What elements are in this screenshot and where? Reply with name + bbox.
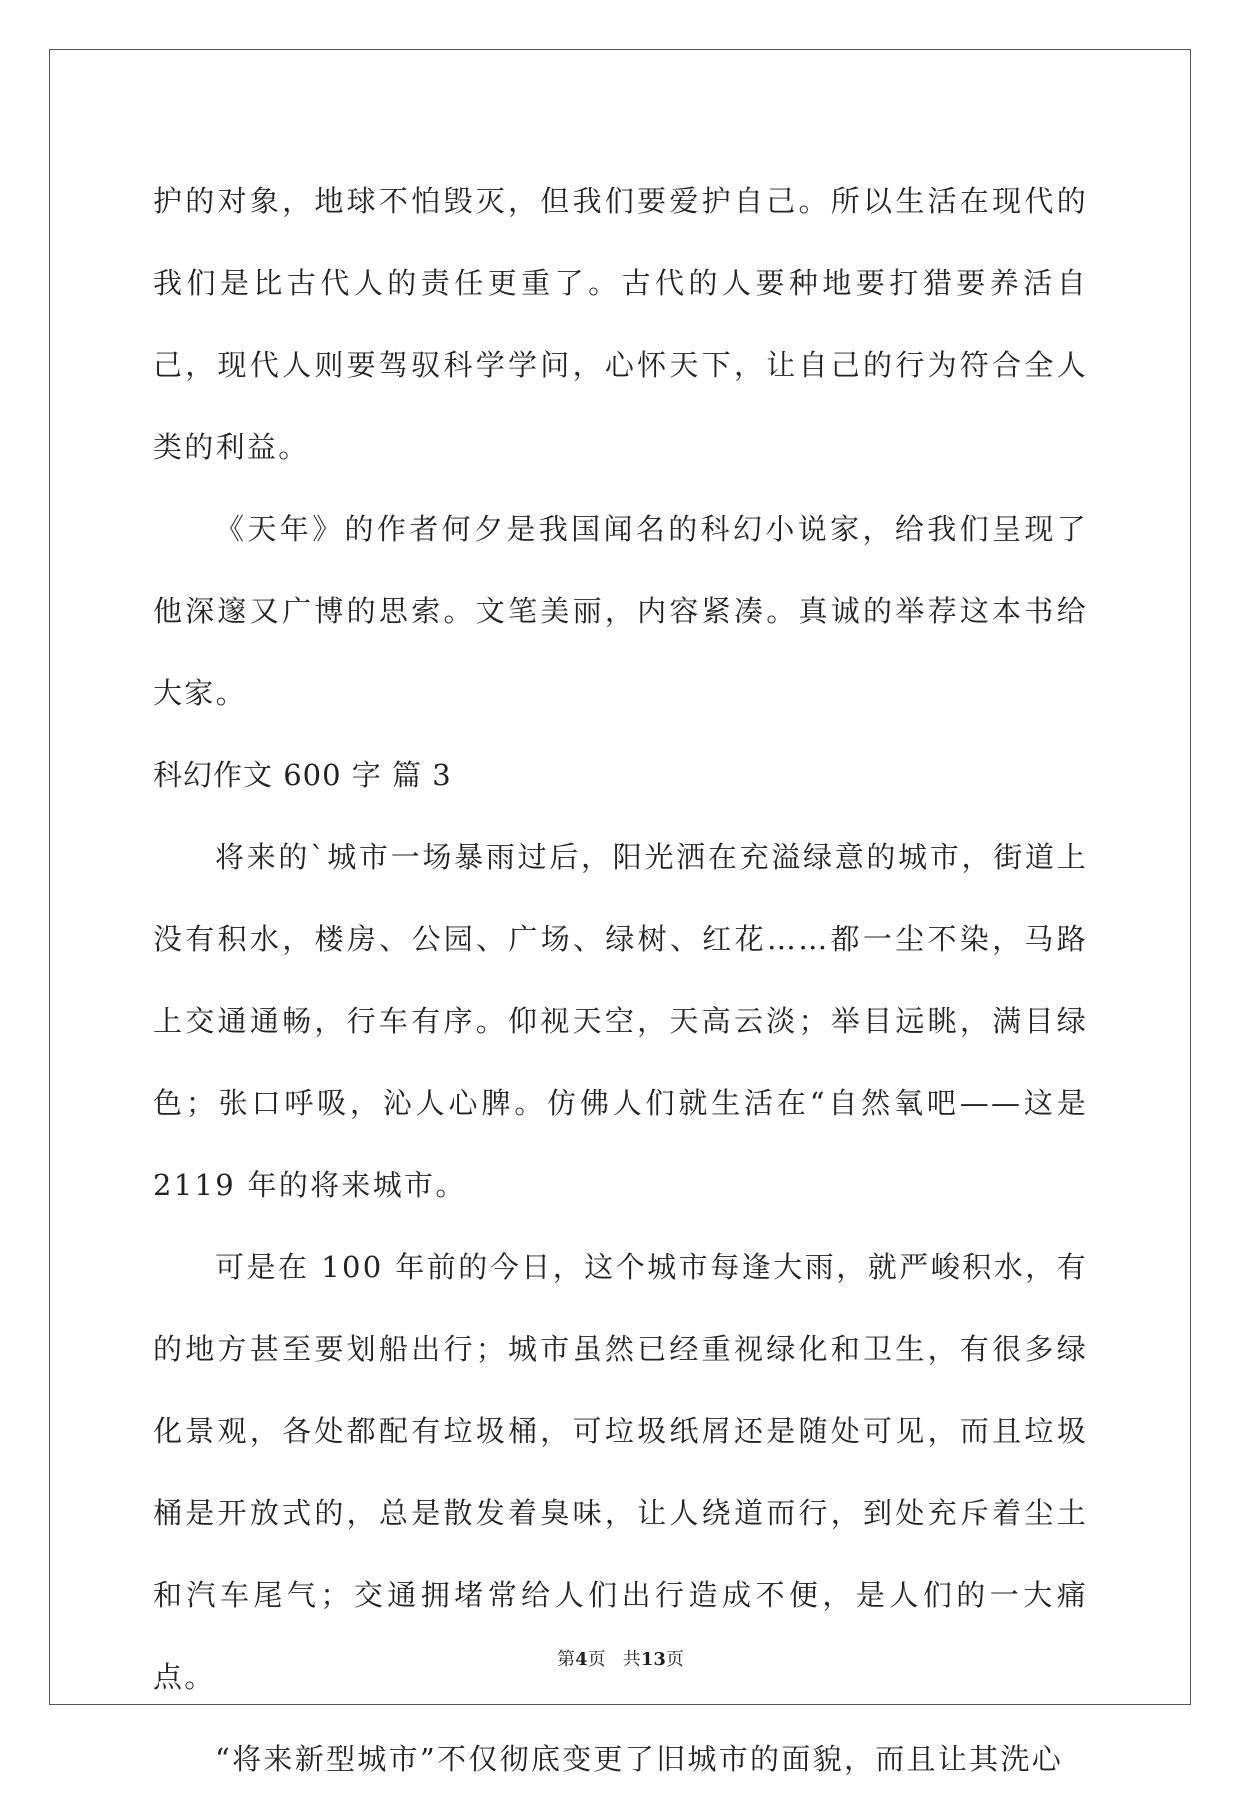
footer-suffix: 页 — [665, 1649, 684, 1670]
paragraph-1: 护的对象，地球不怕毁灭，但我们要爱护自己。所以生活在现代的我们是比古代人的责任更重了。古代的人要种地要打猎要养活自己，现代人则要驾驭科学学问，心怀天下，让自己的行为符合全人类的利益。 — [153, 184, 1088, 464]
section-heading: 科幻作文 600 字 篇 3 — [153, 758, 452, 792]
footer-total-pages: 13 — [640, 1649, 666, 1670]
paragraph-2: 《天年》的作者何夕是我国闻名的科幻小说家，给我们呈现了他深邃又广博的思索。文笔美丽，内容紧凑。真诚的举荐这本书给大家。 — [153, 512, 1088, 710]
paragraph-4: 可是在 100 年前的今日，这个城市每逢大雨，就严峻积水，有的地方甚至要划船出行；城市虽然已经重视绿化和卫生，有很多绿化景观，各处都配有垃圾桶，可垃圾纸屑还是随处可见，而且垃圾桶是开放式的，总是散发着臭味，让人绕道而行，到处充斥着尘土和汽车尾气；交通拥堵常给人们出行造成不便，是人们的一大痛点。 — [153, 1250, 1088, 1694]
footer-middle: 页 共 — [587, 1649, 641, 1670]
footer-current-page: 4 — [575, 1649, 588, 1670]
paragraph-5: “将来新型城市”不仅彻底变更了旧城市的面貌，而且让其洗心 — [215, 1742, 1064, 1776]
paragraph-3: 将来的`城市一场暴雨过后，阳光洒在充溢绿意的城市，街道上没有积水，楼房、公园、广场、绿树、红花……都一尘不染，马路上交通通畅，行车有序。仰视天空，天高云淡；举目远眺，满目绿色；张口呼吸，沁人心脾。仿佛人们就生活在“自然氧吧——这是 2119 年的将来城市。 — [153, 840, 1088, 1202]
document-body — [153, 160, 1088, 1800]
footer-prefix: 第 — [557, 1649, 576, 1670]
page-footer — [0, 1645, 1241, 1671]
